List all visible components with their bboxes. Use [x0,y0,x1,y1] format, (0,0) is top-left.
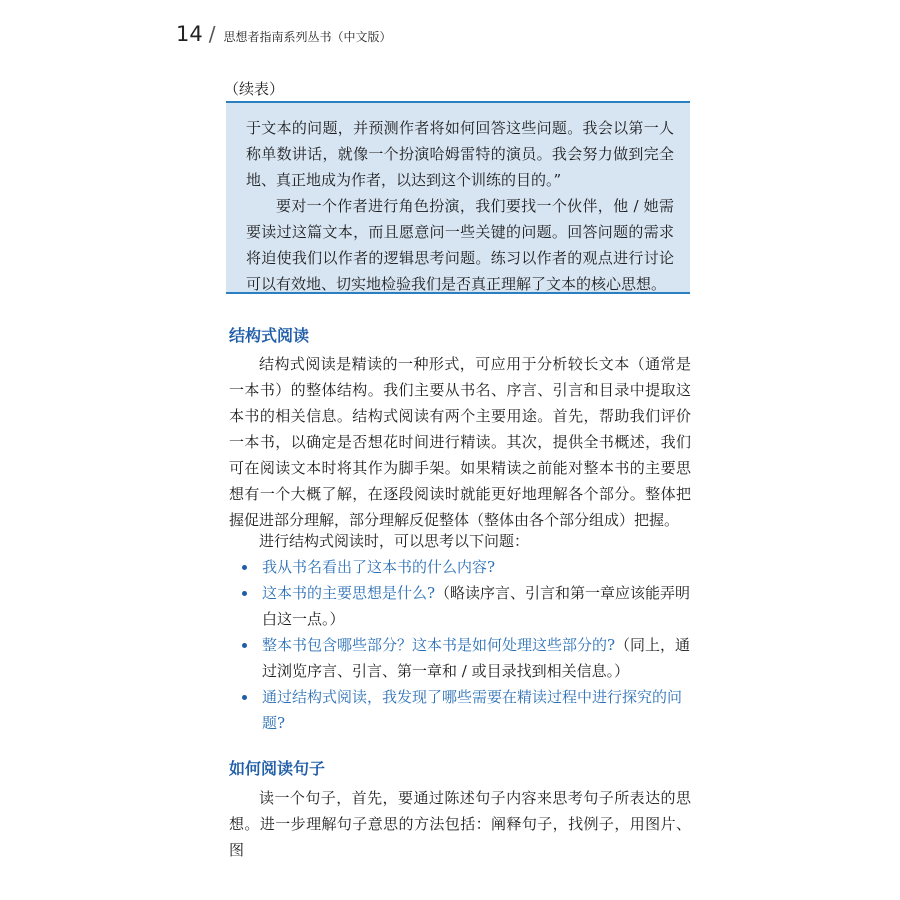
section-title-structural-reading: 结构式阅读 [229,326,310,345]
question-text: 整本书包含哪些部分？这本书是如何处理这些部分的? [262,636,616,654]
list-item [229,684,691,736]
quote-paragraph-1: 于文本的问题，并预测作者将如何回答这些问题。我会以第一人称单数讲话，就像一个扮演哈姆雷特的演员。我会努力做到完全地、真正地成为作者，以达到这个训练的目的。” [246,119,674,189]
question-list [229,554,691,736]
header-separator: / [208,22,216,46]
question-text: 通过结构式阅读，我发现了哪些需要在精读过程中进行探究的问题? [262,688,683,732]
list-item [229,632,691,684]
continued-label: （续表） [224,80,285,98]
series-title: 思想者指南系列丛书（中文版） [223,30,392,44]
running-header [176,22,392,46]
list-item [229,580,691,632]
quote-box [226,101,690,294]
structural-reading-paragraph: 结构式阅读是精读的一种形式，可应用于分析较长文本（通常是一本书）的整体结构。我们主要从书名、序言、引言和目录中提取这本书的相关信息。结构式阅读有两个主要用途。首先，帮助我们评价一本书，以确定是否想花时间进行精读。其次，提供全书概述，我们可在阅读文本时将其作为脚手架。如果精读之前能对整本书的主要思想有一个大概了解，在逐段阅读时就能更好地理解各个部分。整体把握促进部分理解，部分理解反促整体（整体由各个部分组成）把握。 [229,355,691,529]
list-item [229,554,691,580]
question-text: 我从书名看出了这本书的什么内容? [262,558,496,576]
page-number: 14 [176,22,203,46]
quote-paragraph-2: 要对一个作者进行角色扮演，我们要找一个伙伴，他 / 她需要读过这篇文本，而且愿意问一些关键的问题。回答问题的需求将迫使我们以作者的逻辑思考问题。练习以作者的观点进行讨论可以有效地、切实地检验我们是否真正理解了文本的核心思想。 [246,197,674,293]
question-note: （略读序言、引言和第一章应该能弄明白这一点。） [262,584,691,628]
question-note: （同上，通过浏览序言、引言、第一章和 / 或目录找到相关信息。） [262,636,691,680]
questions-intro: 进行结构式阅读时，可以思考以下问题： [259,532,530,550]
reading-sentences-paragraph: 读一个句子，首先，要通过陈述句子内容来思考句子所表达的思想。进一步理解句子意思的方法包括：阐释句子，找例子，用图片、图 [229,789,691,859]
section-title-reading-sentences: 如何阅读句子 [229,759,326,778]
question-text: 这本书的主要思想是什么? [262,584,436,602]
